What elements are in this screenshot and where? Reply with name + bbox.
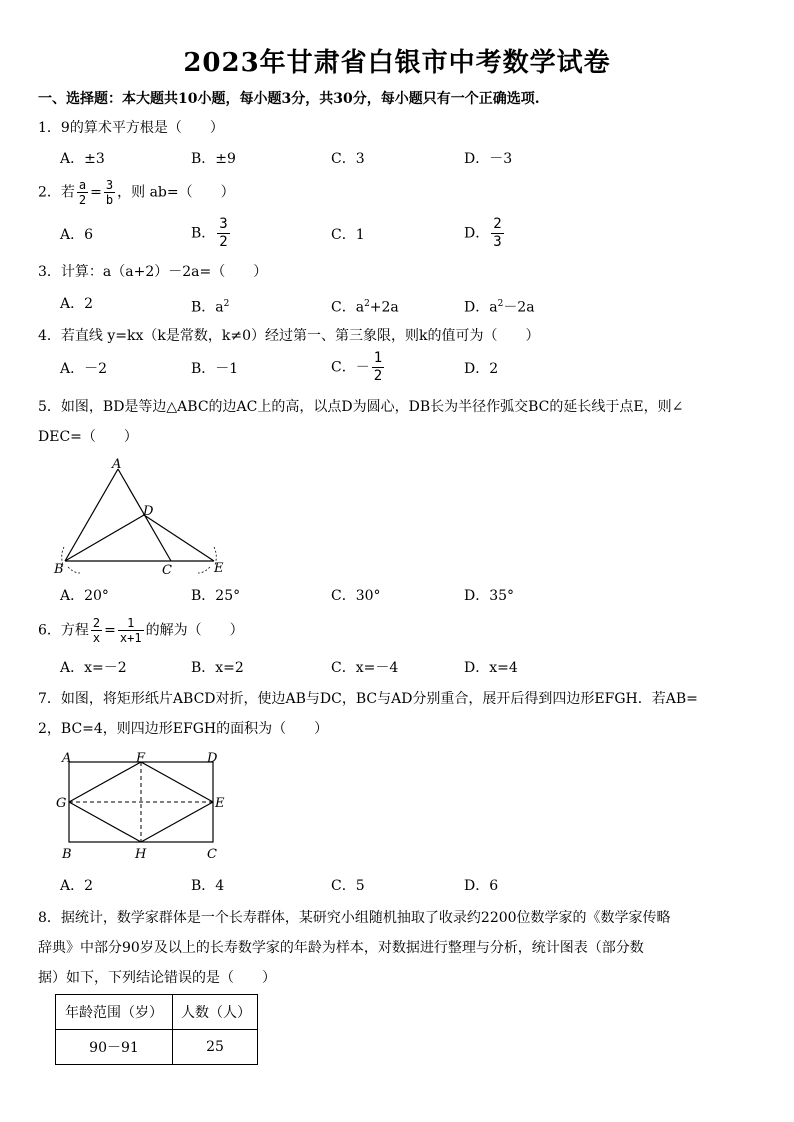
label-f: F — [136, 751, 146, 766]
q3-option-b[interactable]: B．$a^2$ — [191, 299, 230, 316]
triangle-figure — [50, 455, 240, 580]
question-2: 2．若 $\frac{a}{2}$ = $\frac{3}{b}$ ，则 ab=（ ） — [38, 178, 235, 207]
question-3: 3．计算：a（a+2）－2a=（ ） — [38, 264, 268, 280]
q7-option-d[interactable]: D．6 — [464, 878, 499, 894]
label-a: A — [62, 751, 72, 766]
fraction: $\frac{a}{2}$ — [78, 178, 87, 207]
fraction: $\frac{2}{x}$ — [92, 616, 101, 645]
q3-option-a[interactable]: A．2 — [60, 296, 94, 312]
label-c: C — [162, 563, 172, 578]
q5-option-d[interactable]: D．35° — [464, 588, 515, 604]
question-7: 7．如图，将矩形纸片ABCD对折，使边AB与DC，BC与AD分别重合，展开后得到四边形EFGH．若AB= 2，BC=4，则四边形EFGH的面积为（ ） — [38, 691, 698, 737]
q2-option-b[interactable]: B． $\frac{3}{2}$ — [191, 216, 228, 250]
q7-option-c[interactable]: C．5 — [331, 878, 365, 894]
q5-option-c[interactable]: C．30° — [331, 588, 381, 604]
q4-option-d[interactable]: D．2 — [464, 361, 499, 377]
question-1: 1．9的算术平方根是（ ） — [38, 120, 224, 136]
q3-option-d[interactable]: D．$a^2-2a$ — [464, 299, 535, 316]
q6-option-c[interactable]: C．x=－4 — [331, 660, 399, 676]
table-row — [56, 995, 258, 1030]
label-c: C — [207, 847, 217, 862]
q3-option-c[interactable]: C．$a^2+2a$ — [331, 299, 399, 316]
question-6: 6．方程 $\frac{2}{x}$ = $\frac{1}{x+1}$ 的解为（ ） — [38, 616, 244, 645]
fraction: $\frac{1}{x+1}$ — [119, 616, 142, 645]
q6-option-b[interactable]: B．x=2 — [191, 660, 244, 676]
label-d: D — [143, 504, 154, 519]
table-row — [56, 1030, 258, 1065]
q2-option-a[interactable]: A．6 — [60, 227, 94, 243]
label-e: E — [214, 561, 224, 576]
q5-option-b[interactable]: B．25° — [191, 588, 241, 604]
question-5: 5．如图，BD是等边△ABC的边AC上的高，以点D为圆心，DB长为半径作弧交BC的延长线于点E，则∠ DEC=（ ） — [38, 399, 684, 445]
q1-option-a[interactable]: A．±3 — [60, 151, 105, 167]
page-title: 2023年甘肃省白银市中考数学试卷 — [183, 48, 611, 78]
q1-option-c[interactable]: C．3 — [331, 151, 365, 167]
label-g: G — [56, 796, 67, 811]
q4-option-b[interactable]: B．－1 — [191, 361, 239, 377]
q7-option-b[interactable]: B．4 — [191, 878, 225, 894]
label-d: D — [207, 751, 218, 766]
q2-option-d[interactable]: D． $\frac{2}{3}$ — [464, 216, 502, 250]
q2-option-c[interactable]: C．1 — [331, 227, 365, 243]
label-b: B — [54, 562, 64, 577]
q5-option-a[interactable]: A．20° — [60, 588, 109, 604]
q7-option-a[interactable]: A．2 — [60, 878, 94, 894]
q1-option-b[interactable]: B．±9 — [191, 151, 236, 167]
age-table — [55, 994, 258, 1065]
fraction: $\frac{3}{b}$ — [105, 178, 114, 207]
table-header: 人数（人） — [173, 995, 258, 1030]
rectangle-figure — [52, 750, 237, 865]
table-cell: 25 — [173, 1030, 258, 1065]
label-e: E — [215, 796, 225, 811]
label-b: B — [62, 847, 72, 862]
table-header: 年龄范围（岁） — [56, 995, 173, 1030]
question-8: 8．据统计，数学家群体是一个长寿群体，某研究小组随机抽取了收录约2200位数学家的《数学家传略 辞典》中部分90岁及以上的长寿数学家的年龄为样本，对数据进行整理与分析，统计图表（部分数 据）如下，下列结论错误的是（ ） — [38, 910, 671, 986]
label-a: A — [112, 457, 122, 472]
q4-option-c[interactable]: C．－ $\frac{1}{2}$ — [331, 350, 383, 384]
q4-option-a[interactable]: A．－2 — [60, 361, 108, 377]
question-4: 4．若直线 y=kx（k是常数，k≠0）经过第一、第三象限，则k的值可为（ ） — [38, 328, 540, 344]
section-heading: 一、选择题：本大题共10小题，每小题3分，共30分，每小题只有一个正确选项. — [38, 91, 540, 107]
q6-option-a[interactable]: A．x=－2 — [60, 660, 127, 676]
q6-option-d[interactable]: D．x=4 — [464, 660, 518, 676]
table-cell: 90－91 — [56, 1030, 173, 1065]
label-h: H — [135, 847, 147, 862]
q1-option-d[interactable]: D．－3 — [464, 151, 513, 167]
